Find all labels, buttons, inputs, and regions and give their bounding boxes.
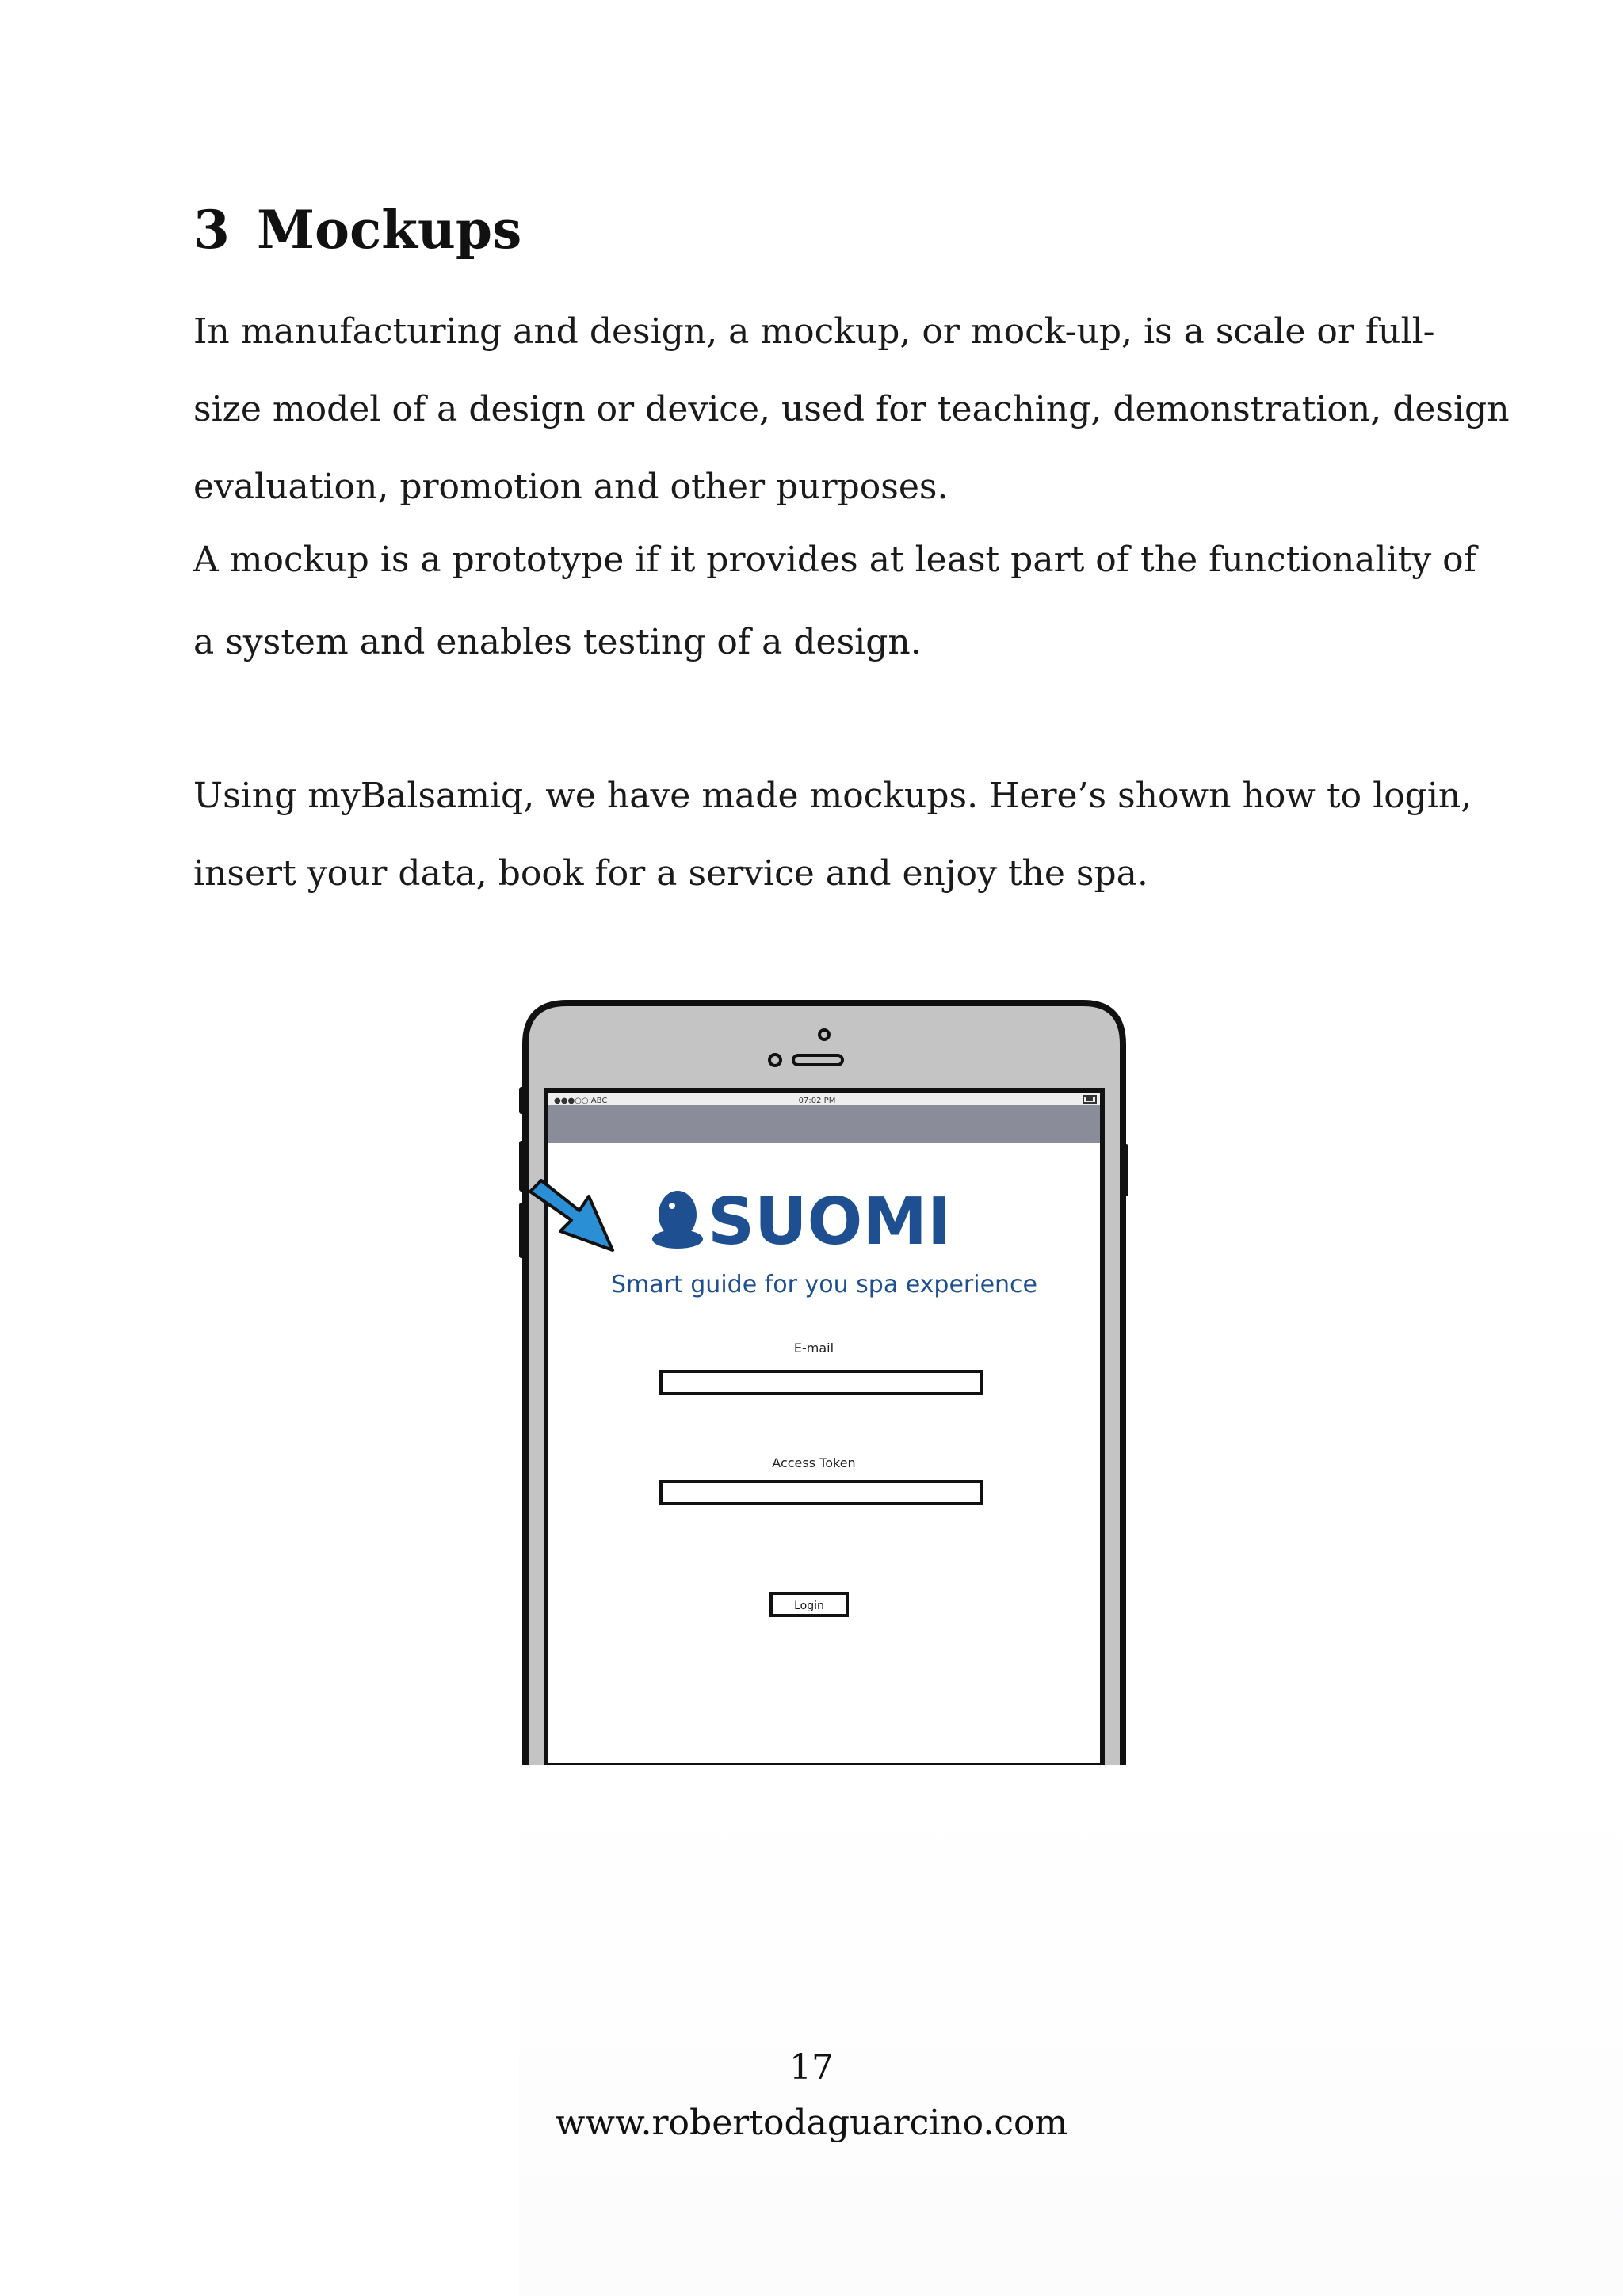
section-number: 3: [193, 199, 230, 261]
paragraph-line: a system and enables testing of a design.: [193, 622, 922, 662]
section-heading: [193, 198, 521, 261]
figure-background: [519, 1765, 1623, 2296]
paragraph-mybalsamiq: [193, 757, 1472, 913]
paragraph-mockup-definition: [193, 293, 1510, 681]
login-button-label: Login: [794, 1600, 824, 1612]
paragraph-line: A mockup is a prototype if it provides at least part of the functionality of: [193, 540, 1476, 580]
paragraph-line: Using myBalsamiq, we have made mockups. Here’s shown how to login,: [193, 776, 1472, 816]
phone-mockup-svg: [519, 997, 1129, 1765]
app-tagline: Smart guide for you spa experience: [610, 1271, 1038, 1299]
app-logo-text: SUOMI: [708, 1184, 952, 1260]
app-header-bar: [548, 1105, 1100, 1143]
paragraph-line: In manufacturing and design, a mockup, or mock-up, is a scale or full-: [193, 311, 1435, 352]
phone-mockup-figure: [519, 997, 1129, 1765]
email-field[interactable]: [661, 1371, 981, 1394]
access-token-label: Access Token: [772, 1455, 856, 1470]
status-carrier: ●●●○○ ABC: [554, 1097, 608, 1105]
page-number: 17: [789, 2047, 834, 2088]
access-token-field[interactable]: [661, 1482, 981, 1504]
paragraph-line: evaluation, promotion and other purposes.: [193, 467, 949, 507]
paragraph-line: insert your data, book for a service and enjoy the spa.: [193, 853, 1148, 894]
section-title: Mockups: [256, 199, 522, 261]
paragraph-line: size model of a design or device, used for teaching, demonstration, design: [193, 389, 1510, 429]
footer-website: www.robertodaguarcino.com: [555, 2103, 1068, 2143]
status-time: 07:02 PM: [798, 1097, 836, 1105]
battery-level: [1086, 1097, 1093, 1101]
email-label: E-mail: [793, 1341, 834, 1356]
